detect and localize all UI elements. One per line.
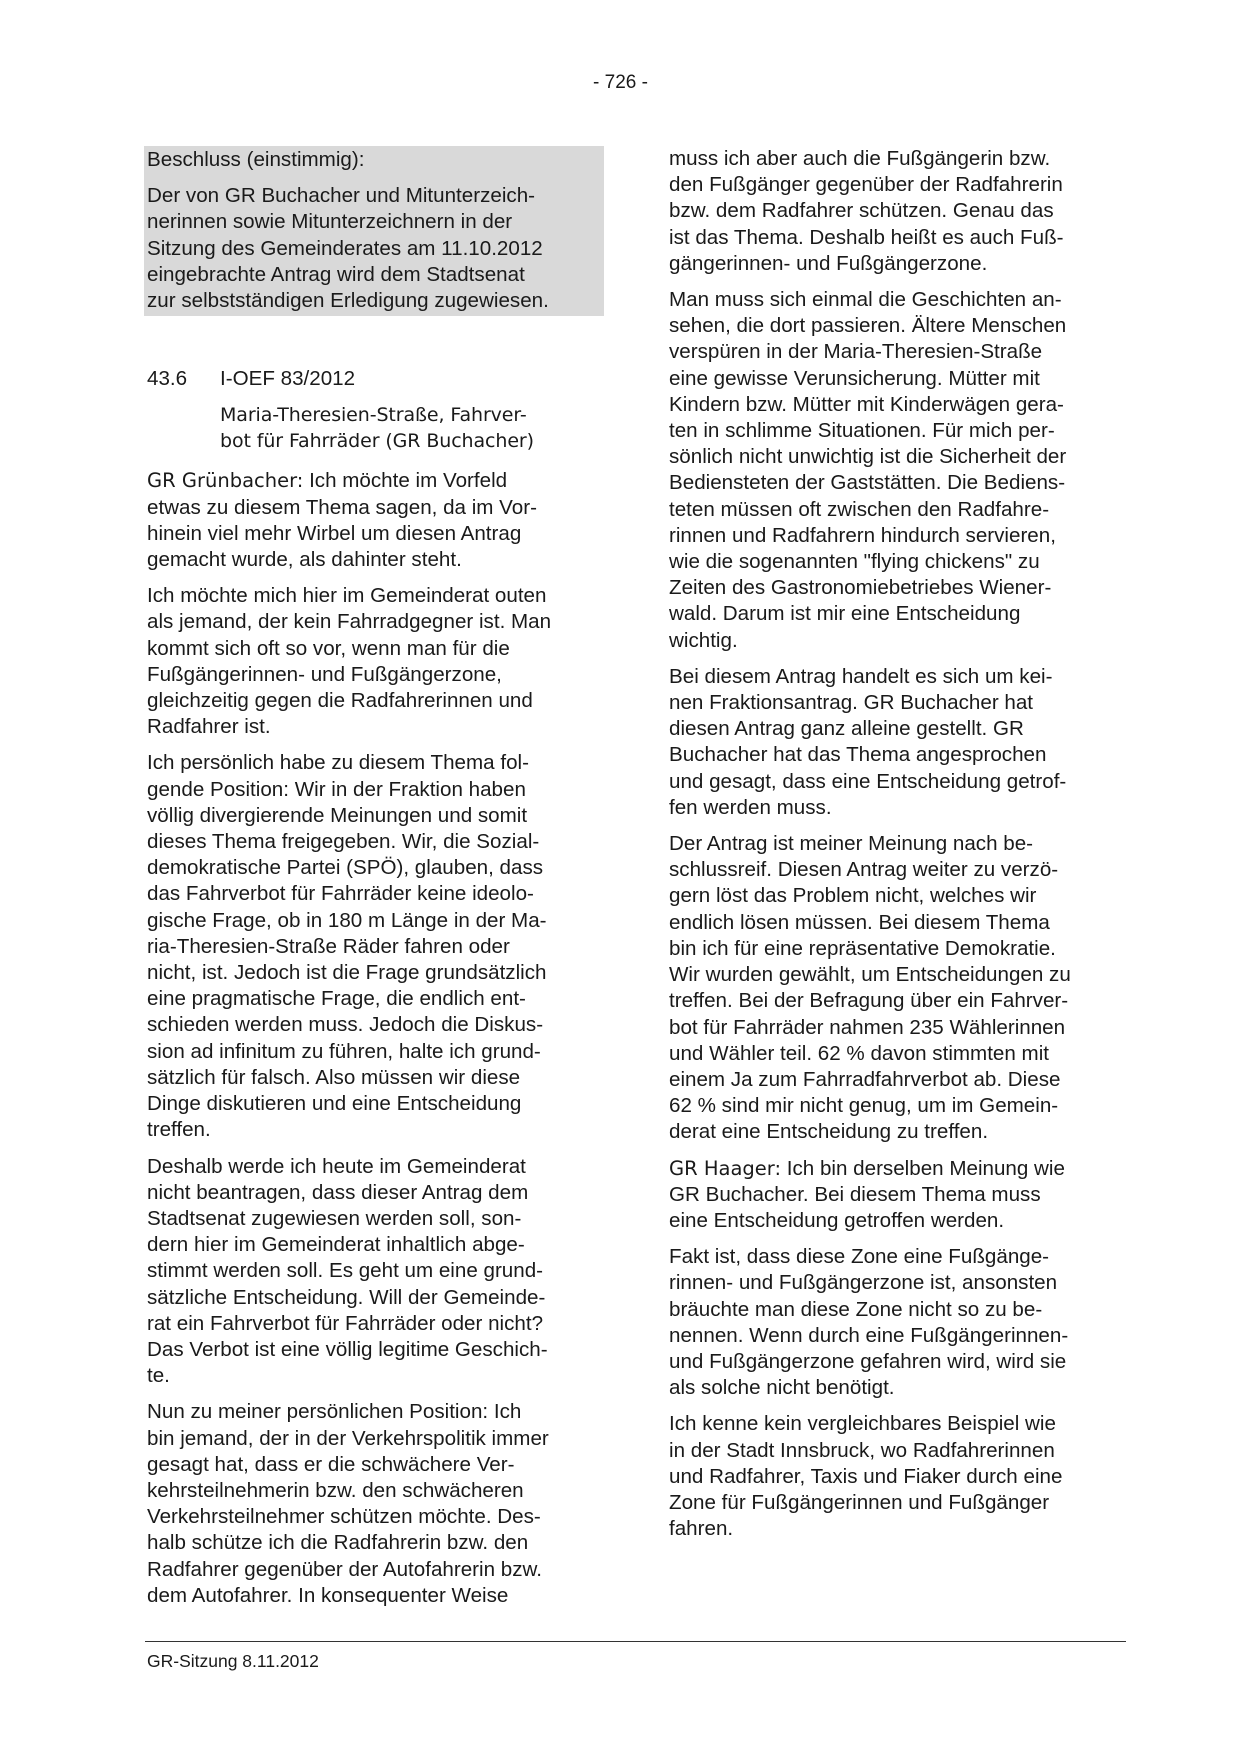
text-line: bot für Fahrräder nahmen 235 Wählerinnen: [669, 1015, 1066, 1039]
speaker-name: GR Haager:: [669, 1156, 782, 1180]
subject-line: bot für Fahrräder (GR Buchacher): [220, 430, 534, 453]
paragraph: [669, 146, 1119, 277]
text-line: das Fahrverbot für Fahrräder keine ideolo-: [147, 882, 534, 906]
text-line: Ich bin derselben Meinung wie: [781, 1156, 1065, 1180]
text-line: Deshalb werde ich heute im Gemeinderat: [147, 1154, 526, 1178]
text-line: den Fußgänger gegenüber der Radfahrerin: [669, 173, 1063, 197]
text-line: gleichzeitig gegen die Radfahrerinnen und: [147, 689, 533, 713]
text-line: bin ich für eine repräsentative Demokratie.: [669, 936, 1056, 960]
text-line: Der Antrag ist meiner Meinung nach be-: [669, 832, 1034, 856]
text-line: gängerinnen- und Fußgängerzone.: [669, 251, 988, 275]
footer-divider: [145, 1641, 1126, 1642]
text-line: kehrsteilnehmerin bzw. den schwächeren: [147, 1478, 524, 1502]
text-line: Fakt ist, dass diese Zone eine Fußgänge-: [669, 1245, 1050, 1269]
text-line: ria-Theresien-Straße Räder fahren oder: [147, 934, 510, 958]
decision-line: Der von GR Buchacher und Mitunterzeich-: [147, 184, 536, 208]
text-line: diesen Antrag ganz alleine gestellt. GR: [669, 717, 1024, 741]
text-line: und Wähler teil. 62 % davon stimmten mit: [669, 1041, 1049, 1065]
agenda-item-heading: [147, 366, 597, 392]
text-line: Verkehrsteilnehmer schützen möchte. Des-: [147, 1505, 541, 1529]
right-column: [669, 146, 1119, 1552]
text-line: demokratische Partei (SPÖ), glauben, dass: [147, 856, 544, 880]
paragraph: [669, 664, 1119, 821]
agenda-item-subject: [220, 402, 597, 454]
text-line: Man muss sich einmal die Geschichten an-: [669, 288, 1062, 312]
text-line: fen werden muss.: [669, 795, 832, 819]
text-line: Stadtsenat zugewiesen werden soll, son-: [147, 1206, 522, 1230]
text-line: te.: [147, 1364, 170, 1388]
text-line: treffen. Bei der Befragung über ein Fahrver-: [669, 989, 1069, 1013]
paragraph: [147, 750, 597, 1143]
text-line: Zeiten des Gastronomiebetriebes Wiener-: [669, 576, 1052, 600]
text-line: einem Ja zum Fahrradfahrverbot ab. Diese: [669, 1067, 1061, 1091]
text-line: wie die sogenannten "flying chickens" zu: [669, 550, 1040, 574]
paragraph: [147, 468, 597, 573]
text-line: Ich kenne kein vergleichbares Beispiel wie: [669, 1412, 1056, 1436]
text-line: derat eine Entscheidung zu treffen.: [669, 1120, 989, 1144]
text-line: schieden werden muss. Jedoch die Diskus-: [147, 1013, 544, 1037]
text-line: gische Frage, ob in 180 m Länge in der Ma-: [147, 908, 547, 932]
paragraph: [669, 1156, 1119, 1235]
text-line: verspüren in der Maria-Theresien-Straße: [669, 340, 1043, 364]
text-line: dern hier im Gemeinderat inhaltlich abge-: [147, 1233, 525, 1257]
text-line: und gesagt, dass eine Entscheidung getrof-: [669, 769, 1067, 793]
text-line: sehen, die dort passieren. Ältere Menschen: [669, 314, 1067, 338]
text-line: GR Buchacher. Bei diesem Thema muss: [669, 1182, 1041, 1206]
text-line: endlich lösen müssen. Bei diesem Thema: [669, 910, 1050, 934]
text-line: stimmt werden soll. Es geht um eine grund-: [147, 1259, 544, 1283]
paragraph: [669, 287, 1119, 654]
text-line: dem Autofahrer. In konsequenter Weise: [147, 1583, 509, 1607]
text-line: Zone für Fußgängerinnen und Fußgänger: [669, 1490, 1050, 1514]
text-line: Ich persönlich habe zu diesem Thema fol-: [147, 751, 529, 775]
text-line: rinnen und Radfahrern hindurch servieren,: [669, 523, 1056, 547]
text-line: sion ad infinitum zu führen, halte ich grund-: [147, 1039, 541, 1063]
text-line: Das Verbot ist eine völlig legitime Geschich-: [147, 1337, 548, 1361]
text-line: teten müssen oft zwischen den Radfahre-: [669, 497, 1050, 521]
text-line: Dinge diskutieren und eine Entscheidung: [147, 1092, 522, 1116]
text-line: hinein viel mehr Wirbel um diesen Antrag: [147, 521, 522, 545]
text-line: rat ein Fahrverbot für Fahrräder oder nicht?: [147, 1311, 544, 1335]
text-line: Ich möchte mich hier im Gemeinderat outen: [147, 584, 547, 608]
text-line: fahren.: [669, 1517, 734, 1541]
page-number: - 726 -: [593, 72, 648, 93]
text-line: als solche nicht benötigt.: [669, 1376, 895, 1400]
text-line: gesagt hat, dass er die schwächere Ver-: [147, 1452, 515, 1476]
text-line: gern löst das Problem nicht, welches wir: [669, 884, 1037, 908]
decision-line: eingebrachte Antrag wird dem Stadtsenat: [147, 262, 525, 286]
text-line: Fußgängerinnen- und Fußgängerzone,: [147, 662, 502, 686]
agenda-item-reference: I-OEF 83/2012: [220, 367, 356, 391]
text-line: Kindern bzw. Mütter mit Kinderwägen gera-: [669, 392, 1064, 416]
text-line: treffen.: [147, 1118, 211, 1142]
text-line: eine pragmatische Frage, die endlich ent-: [147, 987, 526, 1011]
text-line: eine Entscheidung getroffen werden.: [669, 1208, 1005, 1232]
subject-line: Maria-Theresien-Straße, Fahrver-: [220, 404, 527, 427]
text-line: Radfahrer ist.: [147, 715, 271, 739]
paragraph: [669, 1244, 1119, 1401]
decision-box: [144, 146, 604, 316]
text-line: halb schütze ich die Radfahrerin bzw. den: [147, 1531, 529, 1555]
text-line: nen Fraktionsantrag. GR Buchacher hat: [669, 691, 1034, 715]
text-line: gemacht wurde, als dahinter steht.: [147, 548, 462, 572]
text-line: Nun zu meiner persönlichen Position: Ich: [147, 1400, 522, 1424]
text-line: schlussreif. Diesen Antrag weiter zu verzö-: [669, 858, 1059, 882]
text-line: nicht beantragen, dass dieser Antrag dem: [147, 1180, 529, 1204]
text-line: Buchacher hat das Thema angesprochen: [669, 743, 1047, 767]
text-line: gende Position: Wir in der Fraktion haben: [147, 777, 526, 801]
text-line: bin jemand, der in der Verkehrspolitik immer: [147, 1426, 549, 1450]
text-line: bräuchte man diese Zone nicht so zu be-: [669, 1297, 1043, 1321]
paragraph: [147, 1154, 597, 1390]
text-line: wichtig.: [669, 628, 738, 652]
text-line: in der Stadt Innsbruck, wo Radfahrerinnen: [669, 1438, 1055, 1462]
text-line: völlig divergierende Meinungen und somit: [147, 803, 528, 827]
paragraph: [147, 1399, 597, 1609]
text-line: etwas zu diesem Thema sagen, da im Vor-: [147, 495, 537, 519]
text-line: und Fußgängerzone gefahren wird, wird sie: [669, 1349, 1067, 1373]
agenda-item-number: 43.6: [147, 367, 188, 391]
paragraph: [669, 831, 1119, 1145]
speaker-name: GR Grünbacher:: [147, 469, 304, 493]
text-line: sönlich nicht unwichtig ist die Sicherheit der: [669, 445, 1067, 469]
decision-heading: Beschluss (einstimmig):: [147, 148, 365, 171]
text-line: wald. Darum ist mir eine Entscheidung: [669, 602, 1021, 626]
text-line: nennen. Wenn durch eine Fußgängerinnen-: [669, 1323, 1069, 1347]
decision-line: Sitzung des Gemeinderates am 11.10.2012: [147, 236, 543, 260]
text-line: ist das Thema. Deshalb heißt es auch Fuß-: [669, 225, 1064, 249]
paragraph: [147, 583, 597, 740]
text-line: eine gewisse Verunsicherung. Mütter mit: [669, 366, 1040, 390]
text-line: als jemand, der kein Fahrradgegner ist. Man: [147, 610, 552, 634]
text-line: sätzliche Entscheidung. Will der Gemeinde-: [147, 1285, 546, 1309]
text-line: Bediensteten der Gaststätten. Die Bediens-: [669, 471, 1066, 495]
text-line: muss ich aber auch die Fußgängerin bzw.: [669, 147, 1051, 170]
text-line: sätzlich für falsch. Also müssen wir diese: [147, 1065, 521, 1089]
decision-text: [147, 183, 601, 314]
paragraph: [669, 1411, 1119, 1542]
footer-session-label: GR-Sitzung 8.11.2012: [147, 1651, 319, 1671]
text-line: kommt sich oft so vor, wenn man für die: [147, 636, 510, 660]
text-line: Bei diesem Antrag handelt es sich um kei-: [669, 664, 1053, 688]
text-line: bzw. dem Radfahrer schützen. Genau das: [669, 199, 1054, 223]
text-line: dieses Thema freigegeben. Wir, die Sozial-: [147, 830, 540, 854]
text-line: nicht, ist. Jedoch ist die Frage grundsätzlich: [147, 961, 547, 985]
text-line: Ich möchte im Vorfeld: [303, 469, 508, 493]
text-line: 62 % sind mir nicht genug, um im Gemein-: [669, 1094, 1059, 1118]
decision-line: nerinnen sowie Mitunterzeichnern in der: [147, 210, 513, 234]
text-line: und Radfahrer, Taxis und Fiaker durch eine: [669, 1464, 1063, 1488]
text-line: ten in schlimme Situationen. Für mich per-: [669, 419, 1055, 443]
text-line: Radfahrer gegenüber der Autofahrerin bzw.: [147, 1557, 542, 1581]
decision-line: zur selbstständigen Erledigung zugewiesen.: [147, 289, 549, 313]
left-column: [147, 146, 597, 1619]
text-line: Wir wurden gewählt, um Entscheidungen zu: [669, 963, 1071, 987]
text-line: rinnen- und Fußgängerzone ist, ansonsten: [669, 1271, 1058, 1295]
